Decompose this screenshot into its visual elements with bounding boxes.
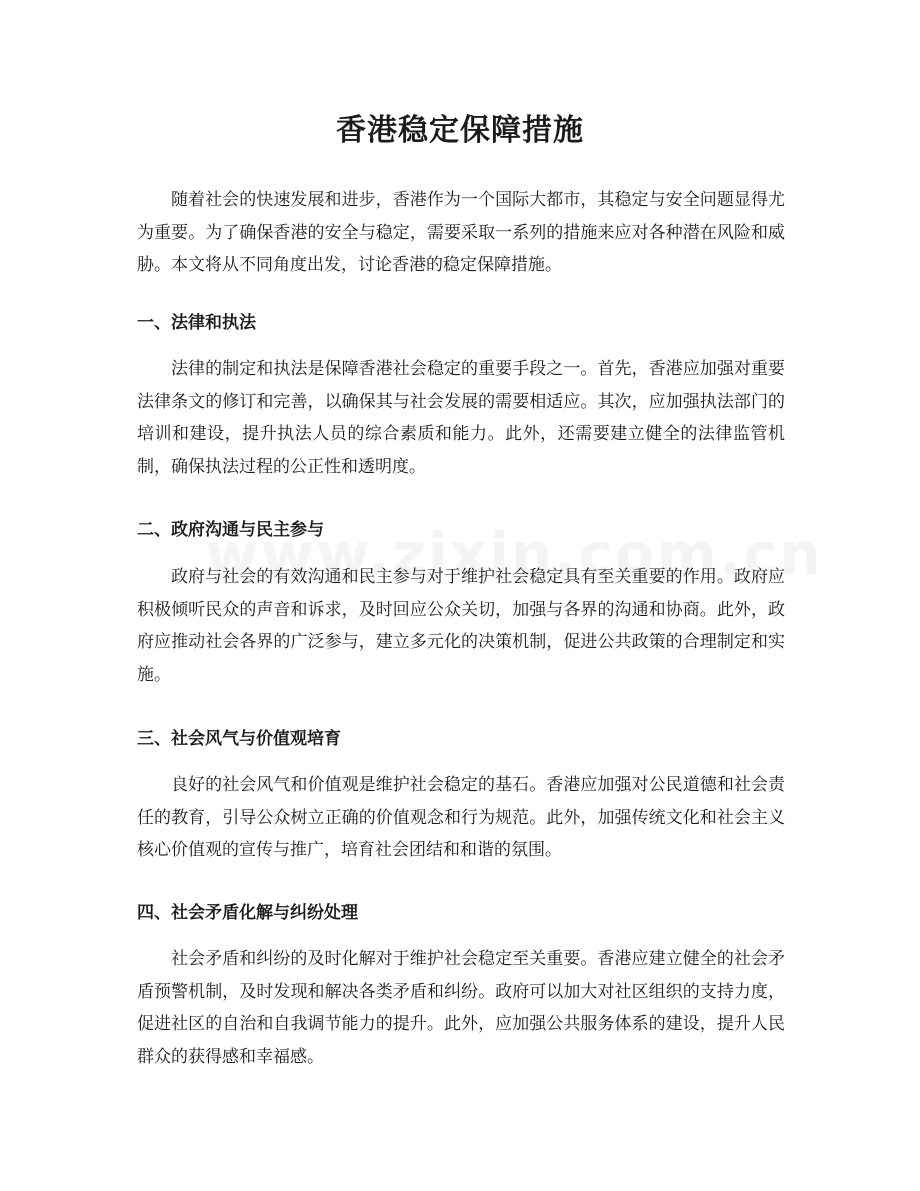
section-body-values: 良好的社会风气和价值观是维护社会稳定的基石。香港应加强对公民道德和社会责任的教育，引导公众树立正确的价值观念和行为规范。此外，加强传统文化和社会主义核心价值观的宣传与推广，培育社会团结和和谐的氛围。 [137, 775, 785, 860]
section-heading-disputes: 四、社会矛盾化解与纠纷处理 [137, 903, 358, 923]
document-title: 香港稳定保障措施 [336, 113, 584, 148]
intro-paragraph: 随着社会的快速发展和进步，香港作为一个国际大都市，其稳定与安全问题显得尤为重要。为了确保香港的安全与稳定，需要采取一系列的措施来应对各种潜在风险和威胁。本文将从不同角度出发，讨论香港的稳定保障措施。 [137, 190, 785, 275]
section-heading-government: 二、政府沟通与民主参与 [137, 520, 324, 540]
section-heading-values: 三、社会风气与价值观培育 [137, 729, 341, 749]
section-body-law: 法律的制定和执法是保障香港社会稳定的重要手段之一。首先，香港应加强对重要法律条文的修订和完善，以确保其与社会发展的需要相适应。其次，应加强执法部门的培训和建设，提升执法人员的综合素质和能力。此外，还需要建立健全的法律监管机制，确保执法过程的公正性和透明度。 [137, 359, 785, 477]
section-body-government: 政府与社会的有效沟通和民主参与对于维护社会稳定具有至关重要的作用。政府应积极倾听民众的声音和诉求，及时回应公众关切，加强与各界的沟通和协商。此外，政府应推动社会各界的广泛参与，建立多元化的决策机制，促进公共政策的合理制定和实施。 [137, 567, 785, 685]
section-body-disputes: 社会矛盾和纠纷的及时化解对于维护社会稳定至关重要。香港应建立健全的社会矛盾预警机制，及时发现和解决各类矛盾和纠纷。政府可以加大对社区组织的支持力度，促进社区的自治和自我调节能力的提升。此外，应加强公共服务体系的建设，提升人民群众的获得感和幸福感。 [137, 949, 785, 1067]
section-heading-law: 一、法律和执法 [137, 313, 256, 333]
